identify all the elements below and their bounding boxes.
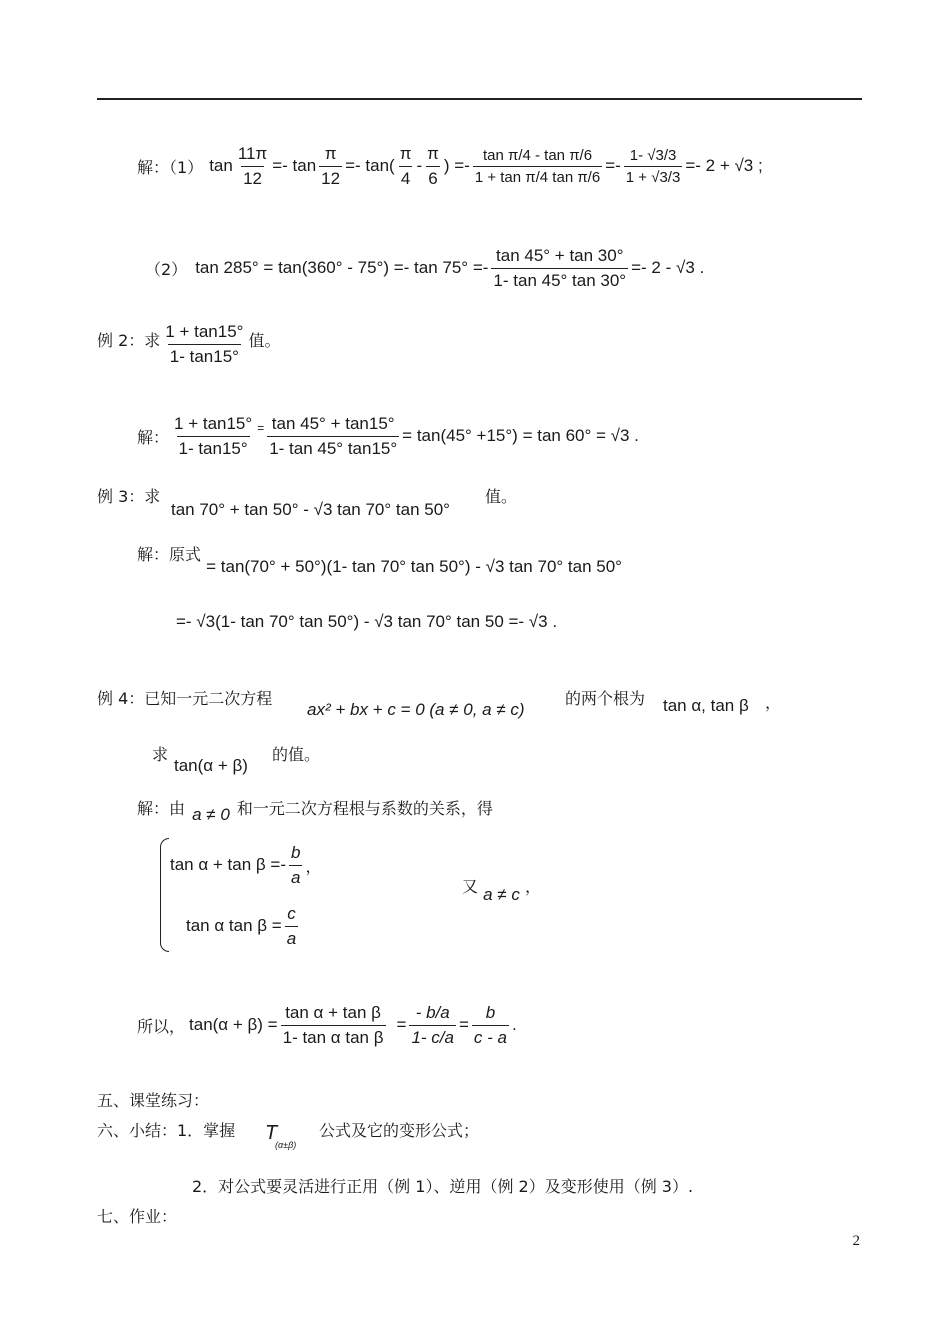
solution-1-label: 解：（1） <box>137 157 204 177</box>
tan285-expression: tan 285° = tan(360° - 75°) =- tan 75° =- <box>195 258 489 277</box>
quadratic-equation: ax² + bx + c = 0 (a ≠ 0, a ≠ c) <box>307 700 525 719</box>
solution-example-2-result: = tan(45° +15°) = tan 60° = √3 . <box>402 426 639 445</box>
system-equation-1: tan α + tan β =- $\frac{b}{a}$ ， <box>170 842 322 887</box>
fraction-example-2: $\frac{1 + \tan 15^\circ}{1- \tan 15^\circ}$ <box>165 322 244 366</box>
example-2: 例 2：求 $\frac{1 + \tan 15^\circ}{1- \tan 15^\circ}$ 值。 <box>97 322 281 366</box>
formula-subscript: (α±β) <box>275 1140 297 1150</box>
formula-symbol-T: T <box>265 1122 278 1144</box>
solution-1: 解：（1） tan $\frac{11\pi}{12}$ =- tan $\frac{\pi}{12}$ =- tan( $\frac{\pi}{4}$ - $\frac{\pi}{6}$ ) =- $\frac{\text{tan π/4 - tan π/6}}{\text{1 + tan π/4 tan π/6}}$ =- $\frac{1- √3/3}{1 + √3/3}$ =- 2 + √3 ; <box>137 143 763 188</box>
tan-alpha-plus-beta: tan(α + β) <box>174 756 248 775</box>
also-condition: 又 a ≠ c ， <box>462 877 541 904</box>
solution-2: （2） tan 285° = tan(360° - 75°) =- tan 75° =- $\frac{\tan 45^\circ + \tan 30^\circ}{1- \tan 45^\circ \tan 30^\circ}$ =- 2 - √3 . <box>145 245 705 290</box>
fraction-sqrt3-ratio: $\frac{1- √3/3}{1 + √3/3}$ <box>625 146 681 186</box>
solution-example-3-line1: = tan(70° + 50°)(1- tan 70° tan 50°) - √3 tan 70° tan 50° <box>206 557 622 576</box>
fraction-b-over-a-complex: $\frac{- b/a}{1- c/a}$ <box>411 1002 454 1047</box>
solution-example-3-line2: =- √3(1- tan 70° tan 50°) - √3 tan 70° tan 50 =- √3 . <box>176 612 558 631</box>
page-number: 2 <box>852 1233 860 1249</box>
solution-example-3: 解：原式 = tan(70° + 50°)(1- tan 70° tan 50°) - √3 tan 70° tan 50° <box>137 545 622 576</box>
fraction-tan45-tan15: $\frac{\tan 45^\circ + \tan 15^\circ}{1- \tan 45^\circ \tan 15^\circ}$ <box>269 413 398 458</box>
fraction-pi-12: $\frac{\pi}{12}$ <box>321 143 341 188</box>
summary-item-2: 2．对公式要灵活进行正用（例 1）、逆用（例 2）及变形使用（例 3）. <box>192 1177 694 1196</box>
fraction-tan-difference: $\frac{\text{tan π/4 - tan π/6}}{\text{1 + tan π/4 tan π/6}}$ <box>474 146 601 186</box>
solution-example-4: 解：由 a ≠ 0 和一元二次方程根与系数的关系，得 <box>137 799 493 824</box>
document-page: 解：（1） tan $\frac{11\pi}{12}$ =- tan $\frac{\pi}{12}$ =- tan( $\frac{\pi}{4}$ - $\frac{\pi}{6}$ ) =- $\frac{\text{tan π/4 - tan π/6}}{\text{1 + tan π/4 tan π/6}}$ =- $\frac{1- √3/3}{1 + √3/3}$ =- 2 + √3 ; （2） tan 285° = tan(360° - 75°) =- tan 75° =- $\frac{\tan 45^\circ + \tan 30^\circ}{1- \tan 45^\circ \tan 30^\circ}$ =- 2 - √3 . 例 2：求 $\frac{1 + \tan 15^\circ}{1- \tan 15^\circ}$ 值。 解： $\frac{1 + \tan 15^\circ}{1- \tan 15^\circ}$ = $\frac{\tan 45^\circ + \tan 15^\circ}{1- \tan 45^\circ \tan 15^\circ}$ = tan(45° +15°) = tan 60° = √3 . 例 3：求 tan 70° + tan 50° - √3 tan 70° tan 50° 值。 解：原式 = tan(70° + 50°)(1- tan 70° tan 50°) - √3 tan 70° tan 50° =- √3(1- tan 70° tan 50°) - √3 tan 70° tan 50 =- √3 . 例 4：已知一元二次方程 ax² + bx + c = 0 (a ≠ 0, a ≠ c) 的两个根为 tan α, tan β ， 求 tan(α + β) 的值。 解：由 a ≠ 0 和一元二次方程根与系数的关系，得 tan α + tan β =- $\frac{b}{a}$ ， tan α tan β = $\frac{c}{a}$ 又 a ≠ c ， 所以， tan(α + β) = $\frac{\text{tan α + tan β}}{\text{1- tan α tan β}}$ = $\frac{- b/a}{1- c/a}$ = $\frac{b}{c - a}$ . 五、课堂练习： 六、小结：1．掌握 T (α±β) 公式及它的变形公式； 2．对公式要灵活进行正用（例 1）、逆用（例 2）及变形使用（例 3）. 七、作业： 2 <box>0 0 950 1342</box>
fraction-tan-sum: $\frac{\text{tan α + tan β}}{\text{1- tan α tan β}}$ <box>282 1002 384 1047</box>
fraction-pi-4: $\frac{\pi}{4}$ <box>399 143 412 188</box>
fraction-tan45-tan30: $\frac{\tan 45^\circ + \tan 30^\circ}{1- \tan 45^\circ \tan 30^\circ}$ <box>493 245 627 290</box>
fraction-b-over-c-minus-a: $\frac{b}{c - a}$ <box>473 1002 507 1047</box>
tan-text: tan <box>209 156 233 175</box>
solution-example-2: 解： $\frac{1 + \tan 15^\circ}{1- \tan 15^\circ}$ = $\frac{\tan 45^\circ + \tan 15^\circ}{1- \tan 45^\circ \tan 15^\circ}$ = tan(45° +15°) = tan 60° = √3 . <box>137 413 639 458</box>
fraction-pi-6: $\frac{\pi}{6}$ <box>427 143 439 188</box>
equation-system-brace <box>160 838 169 952</box>
solution-2-result: =- 2 - √3 . <box>631 258 705 277</box>
fraction-1-plus-tan15: $\frac{1 + \tan 15^\circ}{1- \tan 15^\circ}$ <box>174 413 253 458</box>
conclusion: 所以， tan(α + β) = $\frac{\text{tan α + tan β}}{\text{1- tan α tan β}}$ = $\frac{- b/a}{1- c/a}$ = $\frac{b}{c - a}$ . <box>137 1002 517 1047</box>
system-equation-2: tan α tan β = $\frac{c}{a}$ <box>186 903 297 948</box>
section-7-heading: 七、作业： <box>97 1207 178 1226</box>
header-rule <box>97 98 862 100</box>
section-5-heading: 五、课堂练习： <box>97 1091 210 1110</box>
example-3-expression: tan 70° + tan 50° - √3 tan 70° tan 50° <box>171 500 450 519</box>
fraction-11pi-12: $\frac{11\pi}{12}$ <box>237 143 268 188</box>
solution-1-result: =- 2 + √3 ; <box>685 156 763 175</box>
roots-expression: tan α, tan β <box>663 696 749 715</box>
